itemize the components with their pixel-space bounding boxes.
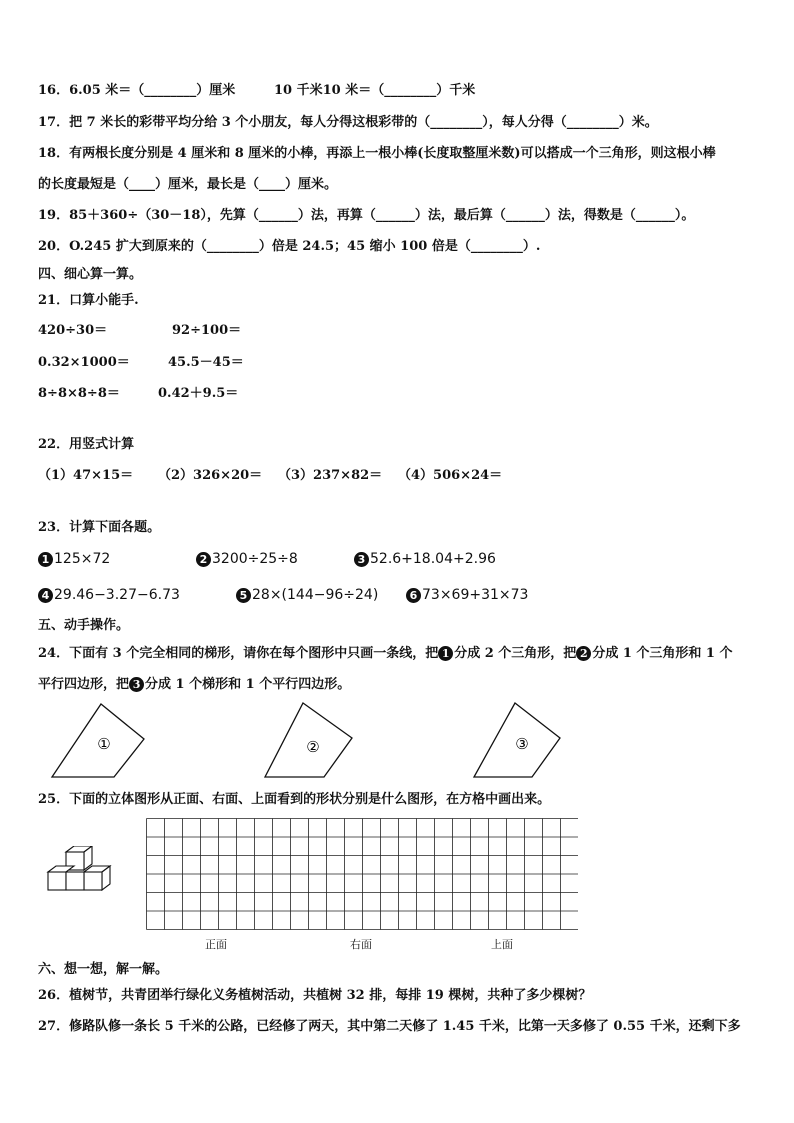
calc-item-3	[354, 550, 496, 568]
q17: 17．把 7 米长的彩带平均分给 3 个小朋友，每人分得这根彩带的（________），每人分得（________）米。	[38, 115, 658, 130]
section-6-heading: 六、想一想，解一解。	[38, 962, 169, 977]
calc-item-6	[406, 586, 528, 604]
q24-text: 平行四边形，把	[38, 677, 130, 692]
circled-number: 5	[236, 588, 251, 603]
oral-item: 0.42＋9.5＝	[158, 386, 239, 401]
calc-expression: 29.46−3.27−6.73	[54, 587, 180, 603]
column-calc-item: （1）47×15＝	[38, 468, 134, 483]
calc-item-5	[236, 586, 378, 604]
grid-label-top: 上面	[491, 938, 513, 951]
circled-number: 4	[38, 588, 53, 603]
q16-part-a: 16．6.05 米＝（________）厘米	[38, 83, 236, 98]
circled-number: 3	[129, 677, 144, 692]
q24-line-2	[38, 676, 350, 694]
q24-text: 24．下面有 3 个完全相同的梯形，请你在每个图形中只画一条线，把	[38, 646, 439, 661]
q21: 21．口算小能手.	[38, 293, 139, 308]
circled-number: 2	[576, 646, 591, 661]
q19: 19．85＋360÷（30－18），先算（______）法，再算（______）法，最后算（______）法，得数是（______）。	[38, 208, 695, 223]
drawing-grid[interactable]	[146, 818, 578, 930]
q24-text: 分成 1 个三角形和 1 个	[592, 646, 733, 661]
trapezoid-3-label: ③	[515, 735, 529, 753]
trapezoid-2-label: ②	[306, 738, 320, 756]
section-4-heading: 四、细心算一算。	[38, 267, 143, 282]
oral-item: 8÷8×8÷8＝	[38, 386, 120, 401]
q23: 23．计算下面各题。	[38, 520, 161, 535]
circled-number: 3	[354, 552, 369, 567]
calc-item-4	[38, 586, 180, 604]
q22: 22．用竖式计算	[38, 437, 135, 452]
column-calc-item: （2）326×20＝	[158, 468, 263, 483]
column-calc-item: （4）506×24＝	[398, 468, 503, 483]
calc-expression: 52.6+18.04+2.96	[370, 551, 496, 567]
calc-item-2	[196, 550, 298, 568]
q27: 27．修路队修一条长 5 千米的公路，已经修了两天，其中第二天修了 1.45 千米，比第一天多修了 0.55 千米，还剩下多	[38, 1019, 741, 1034]
q24-text: 分成 2 个三角形，把	[454, 646, 577, 661]
q16-part-b: 10 千米10 米＝（________）千米	[274, 83, 476, 98]
calc-expression: 28×(144−96÷24)	[252, 587, 379, 603]
q26: 26．植树节，共青团举行绿化义务植树活动，共植树 32 排，每排 19 棵树，共种了多少棵树？	[38, 988, 592, 1003]
q25: 25．下面的立体图形从正面、右面、上面看到的形状分别是什么图形，在方格中画出来。	[38, 792, 551, 807]
calc-item-1	[38, 550, 110, 568]
calc-expression: 125×72	[54, 551, 111, 567]
oral-item: 0.32×1000＝	[38, 355, 130, 370]
grid-label-front: 正面	[205, 938, 227, 951]
q24-text: 分成 1 个梯形和 1 个平行四边形。	[145, 677, 351, 692]
grid-label-right: 右面	[350, 938, 372, 951]
oral-item: 45.5－45＝	[168, 355, 244, 370]
circled-number: 6	[406, 588, 421, 603]
column-calc-item: （3）237×82＝	[278, 468, 383, 483]
q20: 20．O.245 扩大到原来的（________）倍是 24.5；45 缩小 100 倍是（________）.	[38, 239, 541, 254]
circled-number: 2	[196, 552, 211, 567]
section-5-heading: 五、动手操作。	[38, 618, 130, 633]
cube-stack-figure	[44, 846, 114, 912]
circled-number: 1	[38, 552, 53, 567]
trapezoid-figures	[0, 695, 794, 785]
circled-number: 1	[438, 646, 453, 661]
oral-item: 92÷100＝	[172, 323, 242, 338]
calc-expression: 73×69+31×73	[422, 587, 529, 603]
calc-expression: 3200÷25÷8	[212, 551, 298, 567]
q24-line-1	[38, 645, 733, 663]
q18-line-2: 的长度最短是（____）厘米，最长是（____）厘米。	[38, 177, 338, 192]
oral-item: 420÷30＝	[38, 323, 108, 338]
trapezoid-1-label: ①	[97, 735, 111, 753]
q18-line-1: 18．有两根长度分别是 4 厘米和 8 厘米的小棒，再添上一根小棒(长度取整厘米数)可以搭成一个三角形，则这根小棒	[38, 146, 716, 161]
